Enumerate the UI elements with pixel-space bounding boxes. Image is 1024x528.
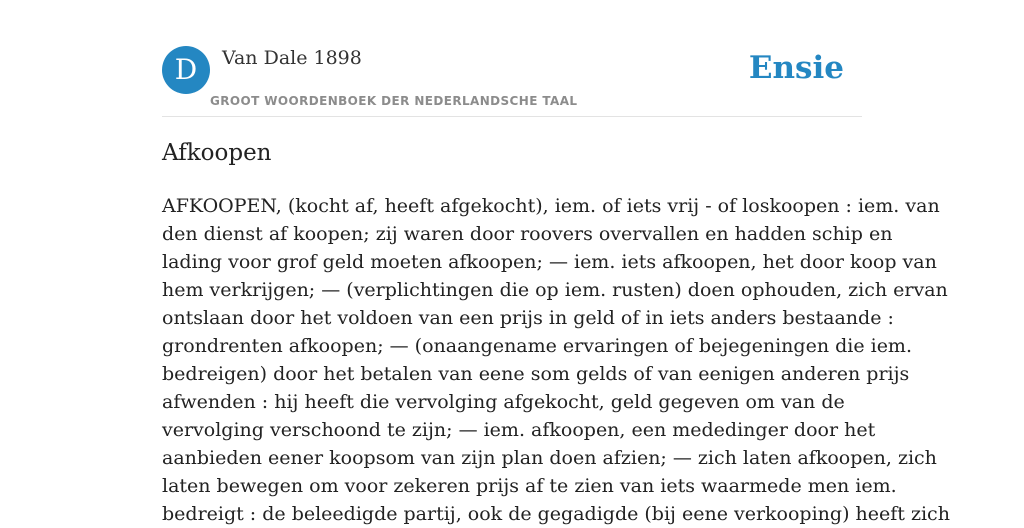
definition-line: bedreigt : de beleedigde partij, ook de gegadigde (bij eene verkooping) heeft zich [162,503,950,525]
definition-line: ontslaan door het voldoen van een prijs in geld of in iets anders bestaande : [162,307,894,329]
definition-line: hem verkrijgen; — (verplichtingen die op iem. rusten) doen ophouden, zich ervan [162,279,948,301]
dictionary-subtitle: GROOT WOORDENBOEK DER NEDERLANDSCHE TAAL [210,94,578,108]
definition-line: den dienst af koopen; zij waren door roovers overvallen en hadden schip en [162,223,893,245]
entry-title: Afkoopen [162,140,272,166]
entry-definition [162,192,950,528]
definition-line: bedreigen) door het betalen van eene som gelds of van eenigen anderen prijs [162,363,910,385]
definition-line: lading voor grof geld moeten afkoopen; — iem. iets afkoopen, het door koop van [162,251,937,273]
dictionary-title[interactable]: Van Dale 1898 [222,47,362,69]
dictionary-avatar[interactable]: D [162,46,210,94]
definition-line: afwenden : hij heeft die vervolging afgekocht, geld gegeven om van de [162,391,845,413]
definition-line: laten bewegen om voor zekeren prijs af te zien van iets waarmede men iem. [162,475,897,497]
definition-line: AFKOOPEN, (kocht af, heeft afgekocht), iem. of iets vrij - of loskoopen : iem. van [162,195,940,217]
definition-line: grondrenten afkoopen; — (onaangename ervaringen of bejegeningen die iem. [162,335,912,357]
definition-line: aanbieden eener koopsom van zijn plan doen afzien; — zich laten afkoopen, zich [162,447,937,469]
brand-logo[interactable]: Ensie [748,50,844,86]
dictionary-header [162,46,862,117]
definition-line: vervolging verschoond te zijn; — iem. afkoopen, een mededinger door het [162,419,876,441]
